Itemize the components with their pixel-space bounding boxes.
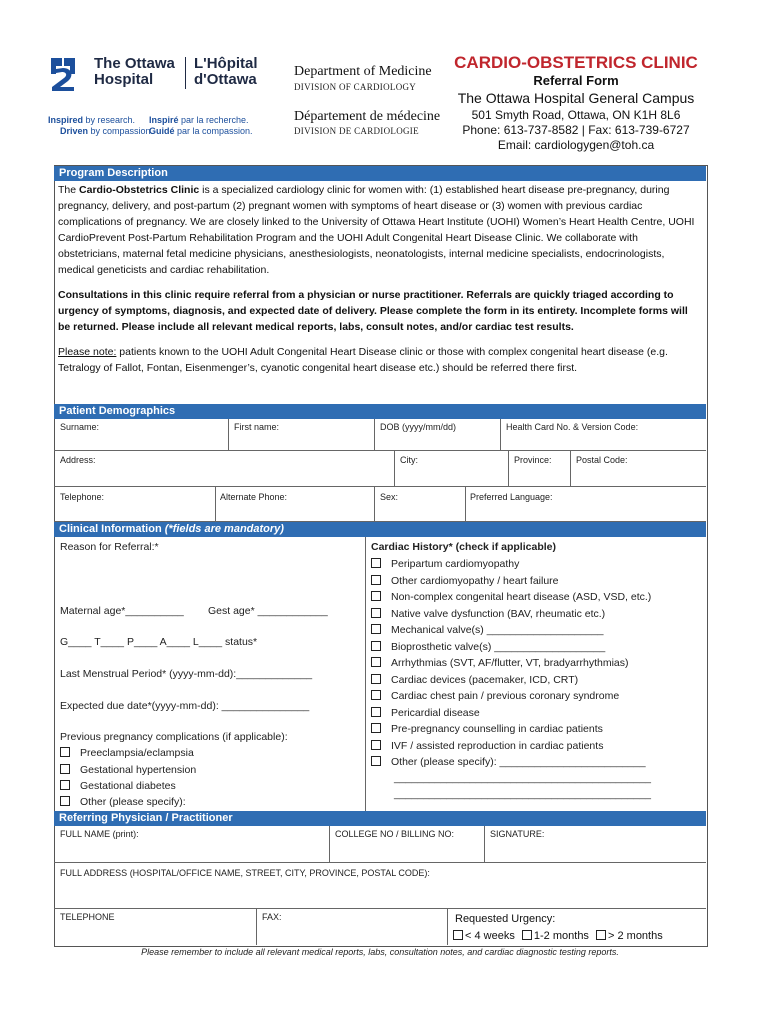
clinic-title: CARDIO-OBSTETRICS CLINIC xyxy=(454,53,698,72)
gest-age-field[interactable]: Gest age* ____________ xyxy=(208,605,328,617)
cardiac-history-item[interactable]: Arrhythmias (SVT, AF/flutter, VT, bradyarrhythmias) xyxy=(371,657,629,669)
previous-complications-label: Previous pregnancy complications (if applicable): xyxy=(60,731,288,743)
checkbox-icon[interactable] xyxy=(371,641,381,651)
alt-phone-field[interactable]: Alternate Phone: xyxy=(220,492,288,502)
checkbox-icon[interactable] xyxy=(371,756,381,766)
complication-item[interactable]: Other (please specify): xyxy=(60,796,186,808)
division-fr: DIVISION DE CARDIOLOGIE xyxy=(294,126,419,136)
department-en: Department of Medicine xyxy=(294,64,432,79)
checkbox-icon[interactable] xyxy=(522,930,532,940)
complication-item[interactable]: Preeclampsia/eclampsia xyxy=(60,747,194,759)
sex-field[interactable]: Sex: xyxy=(380,492,399,502)
cardiac-history-item[interactable]: Native valve dysfunction (BAV, rheumatic etc.) xyxy=(371,608,605,620)
province-field[interactable]: Province: xyxy=(514,455,552,465)
edd-field[interactable]: Expected due date*(yyyy-mm-dd): _______________ xyxy=(60,700,310,712)
cardiac-history-item[interactable]: Other cardiomyopathy / heart failure xyxy=(371,575,559,587)
reason-for-referral-field[interactable]: Reason for Referral:* xyxy=(60,541,159,553)
hospital-name-en: The Ottawa Hospital xyxy=(94,55,175,88)
cardiac-history-heading: Cardiac History* (check if applicable) xyxy=(371,541,556,553)
program-description-header: Program Description xyxy=(54,166,706,181)
patient-demographics-header: Patient Demographics xyxy=(54,404,706,419)
cardiac-history-item[interactable]: Other (please specify): _________________________ xyxy=(371,756,646,768)
cardiac-history-item[interactable]: Peripartum cardiomyopathy xyxy=(371,558,519,570)
complication-item[interactable]: Gestational hypertension xyxy=(60,764,196,776)
cardiac-history-item[interactable]: Cardiac chest pain / previous coronary syndrome xyxy=(371,690,619,702)
hospital-name-fr: L'Hôpital d'Ottawa xyxy=(194,55,258,88)
cardiac-history-item[interactable]: Non-complex congenital heart disease (ASD, VSD, etc.) xyxy=(371,591,651,603)
clinical-information-header: Clinical Information (*fields are mandatory) xyxy=(54,522,706,537)
logo-divider xyxy=(185,57,186,89)
maternal-age-field[interactable]: Maternal age*__________ xyxy=(60,605,184,617)
tagline-fr: Inspiré par la recherche. Guidé par la compassion. xyxy=(149,115,253,136)
urgency-option-1-2-months[interactable]: 1-2 months xyxy=(522,930,589,942)
first-name-field[interactable]: First name: xyxy=(234,422,280,432)
gtpal-field[interactable]: G____ T____ P____ A____ L____ status* xyxy=(60,636,258,648)
checkbox-icon[interactable] xyxy=(453,930,463,940)
checkbox-icon[interactable] xyxy=(371,657,381,667)
full-name-field[interactable]: FULL NAME (print): xyxy=(60,829,139,839)
footer-note: Please remember to include all relevant medical reports, labs, consultation notes, and cardiac diagnostic testing reports. xyxy=(141,947,619,957)
cardiac-history-item[interactable]: Bioprosthetic valve(s) ___________________ xyxy=(371,641,605,653)
checkbox-icon[interactable] xyxy=(371,558,381,568)
checkbox-icon[interactable] xyxy=(371,575,381,585)
other-specify-line[interactable]: ____________________________________________ xyxy=(394,772,651,784)
department-fr: Département de médecine xyxy=(294,109,441,124)
urgency-option-2-months[interactable]: > 2 months xyxy=(596,930,663,942)
lmp-field[interactable]: Last Menstrual Period* (yyyy-mm-dd):_____________ xyxy=(60,668,313,680)
checkbox-icon[interactable] xyxy=(596,930,606,940)
ottawa-hospital-logo-icon xyxy=(48,54,78,92)
referrer-telephone-field[interactable]: TELEPHONE xyxy=(60,912,115,922)
language-field[interactable]: Preferred Language: xyxy=(470,492,553,502)
checkbox-icon[interactable] xyxy=(60,780,70,790)
form-title: Referral Form xyxy=(533,73,619,88)
referrer-fax-field[interactable]: FAX: xyxy=(262,912,282,922)
checkbox-icon[interactable] xyxy=(371,674,381,684)
dob-field[interactable]: DOB (yyyy/mm/dd) xyxy=(380,422,457,432)
urgency-option-4-weeks[interactable]: < 4 weeks xyxy=(453,930,515,942)
other-specify-line[interactable]: ____________________________________________ xyxy=(394,788,651,800)
telephone-field[interactable]: Telephone: xyxy=(60,492,105,502)
checkbox-icon[interactable] xyxy=(371,707,381,717)
checkbox-icon[interactable] xyxy=(60,764,70,774)
health-card-field[interactable]: Health Card No. & Version Code: xyxy=(506,422,639,432)
checkbox-icon[interactable] xyxy=(60,747,70,757)
tagline-en: Inspired by research. Driven by compassion. xyxy=(48,115,154,136)
checkbox-icon[interactable] xyxy=(371,608,381,618)
division-en: DIVISION OF CARDIOLOGY xyxy=(294,82,417,92)
campus-name: The Ottawa Hospital General Campus xyxy=(457,90,695,106)
checkbox-icon[interactable] xyxy=(371,740,381,750)
contact-info: 501 Smyth Road, Ottawa, ON K1H 8L6 Phone: 613-737-8582 | Fax: 613-739-6727 Email: cardiologygen@toh.ca xyxy=(462,108,690,152)
full-address-field[interactable]: FULL ADDRESS (HOSPITAL/OFFICE NAME, STREET, CITY, PROVINCE, POSTAL CODE): xyxy=(60,868,430,878)
cardiac-history-item[interactable]: Cardiac devices (pacemaker, ICD, CRT) xyxy=(371,674,578,686)
address-field[interactable]: Address: xyxy=(60,455,96,465)
cardiac-history-item[interactable]: Mechanical valve(s) ____________________ xyxy=(371,624,604,636)
signature-field[interactable]: SIGNATURE: xyxy=(490,829,545,839)
postal-code-field[interactable]: Postal Code: xyxy=(576,455,628,465)
urgency-options xyxy=(453,930,663,942)
surname-field[interactable]: Surname: xyxy=(60,422,100,432)
checkbox-icon[interactable] xyxy=(371,591,381,601)
cardiac-history-item[interactable]: Pre-pregnancy counselling in cardiac patients xyxy=(371,723,603,735)
cardiac-history-item[interactable]: IVF / assisted reproduction in cardiac patients xyxy=(371,740,603,752)
city-field[interactable]: City: xyxy=(400,455,418,465)
referring-physician-header: Referring Physician / Practitioner xyxy=(54,811,706,826)
complication-item[interactable]: Gestational diabetes xyxy=(60,780,176,792)
checkbox-icon[interactable] xyxy=(371,624,381,634)
checkbox-icon[interactable] xyxy=(60,796,70,806)
college-no-field[interactable]: COLLEGE NO / BILLING NO: xyxy=(335,829,455,839)
program-description: The Cardio-Obstetrics Clinic is a specialized cardiology clinic for women with: (1) established heart disease pre-pregnancy, during pregnancy, delivery, and post-partum (2) pregnant women with symptoms of heart disease or (3) women with previous cardiac complications of pregnancy. We are closely linked to the University of Ottawa Heart Institute (UOHI) Women’s Heart Health Centre, UOHI CardioPrevent Post-Partum Rehabilitation Program and the UOHI Adult Congenital Heart Disease Clinic. We collaborate with obstetricians, maternal fetal medicine physicians, anesthesiologists, neonatologists, internal medicine specialists, endocrinologists, medical geneticists and cardiac rehabilitation. Consultations in this clinic require referral from a physician or nurse practitioner. Referrals are quickly triaged according to urgency of symptoms, diagnosis, and expected date of delivery. Please complete the form in its entirety. Incomplete forms will be returned. Please include all relevant medical reports, labs, consult notes, and/or cardiac test results. Please note: patients known to the UOHI Adult Congenital Heart Disease clinic or those with complex congenital heart disease (e.g. Tetralogy of Fallot, Fontan, Eisenmenger’s, cyanotic congenital heart disease etc.) should be referred there first. xyxy=(58,184,695,374)
checkbox-icon[interactable] xyxy=(371,723,381,733)
checkbox-icon[interactable] xyxy=(371,690,381,700)
cardiac-history-item[interactable]: Pericardial disease xyxy=(371,707,480,719)
urgency-label: Requested Urgency: xyxy=(455,913,556,925)
